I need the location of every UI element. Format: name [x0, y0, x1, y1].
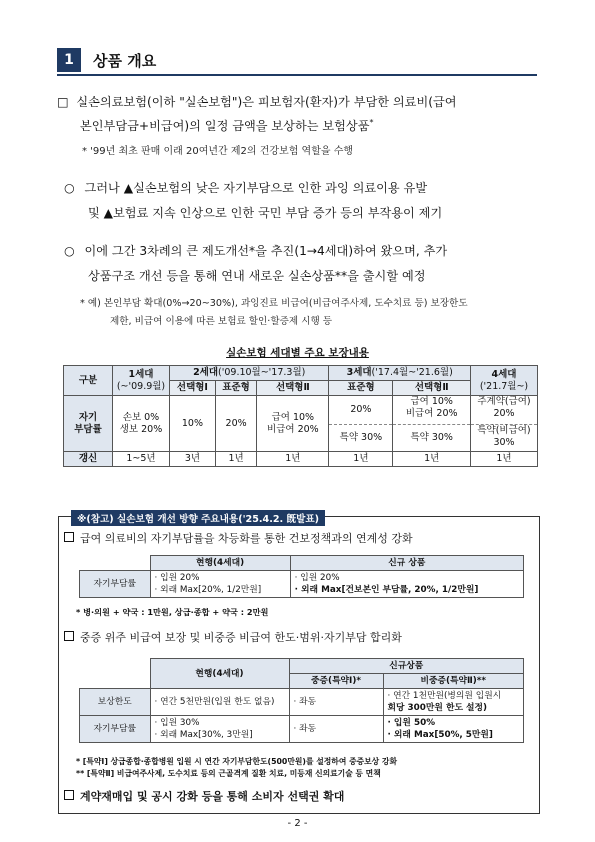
checkbox-square-icon: [64, 532, 74, 542]
reference-box-tag: ※(참고) 실손보험 개선 방향 주요내용('25.4.2. 旣발표): [71, 510, 325, 526]
table1-header-gen3: 3세대('17.4월~'21.6월): [329, 366, 471, 381]
para3-note2: 제한, 비급여 이용에 따른 보험료 할인·할증제 시행 등: [110, 316, 333, 327]
para2-line1: 그러나 ▲실손보험의 낮은 자기부담으로 인한 과잉 의료이용 유발: [84, 181, 428, 195]
table3-note-1: * [특약Ⅰ] 상급종합·종합병원 입원 시 연간 자기부담한도(500만원)를 설정하여 중증보상 강화: [76, 757, 397, 766]
section-number: 1: [57, 48, 81, 72]
box-item-2: [64, 630, 534, 646]
para1-sup: *: [369, 118, 374, 127]
table-cell: 1년: [215, 452, 256, 467]
table-cell: · 좌동: [289, 689, 383, 716]
table-cell: · 입원 30% · 외래 Max[30%, 3만원]: [150, 716, 289, 743]
table-cell: · 연간 1천만원(병의원 입원시 회당 300만원 한도 설정): [383, 689, 524, 716]
table-cell: 손보 0% 생보 20%: [113, 396, 170, 452]
para3-line2: 상품구조 개선 등을 통해 연내 새로운 실손상품**을 출시할 예정: [88, 269, 426, 283]
bullet-circle: ○: [64, 244, 75, 258]
table2-row-label: 자기부담률: [80, 571, 151, 598]
table2-header-new: 신규 상품: [290, 556, 523, 571]
table1-header-gen1: 1세대 (~'09.9월): [113, 366, 170, 396]
table1-header-category: 구분: [64, 366, 113, 396]
section-header: [57, 48, 537, 74]
box-item-1: [64, 531, 534, 547]
table1-sub-header: 선택형Ⅰ: [170, 381, 216, 396]
table3-header-current: 현행(4세대): [150, 659, 289, 689]
table-cell: · 좌동: [289, 716, 383, 743]
page-number: - 2 -: [287, 818, 308, 829]
table1-header-gen4: 4세대 ('21.7월~): [471, 366, 538, 396]
table3-header-severe: 중증(특약Ⅰ)*: [289, 674, 383, 689]
section-rule: [57, 74, 537, 76]
paragraph-2: [64, 178, 544, 198]
table1-caption: 실손보험 세대별 주요 보장내용: [226, 347, 369, 359]
table-cell: 10%: [170, 396, 216, 452]
para3-line1: 이에 그간 3차례의 큰 제도개선*을 추진(1→4세대)하여 왔으며, 추가: [84, 244, 448, 258]
paragraph-1: [57, 92, 547, 112]
table-cell: 1년: [393, 452, 471, 467]
coverage-table: [79, 658, 524, 743]
box-item-3-text: 계약재매입 및 공시 강화 등을 통해 소비자 선택권 확대: [80, 790, 345, 803]
table1-row-label: 자기 부담률: [64, 396, 113, 452]
table1-sub-header: 표준형: [329, 381, 393, 396]
table3-header-new: 신규상품: [289, 659, 524, 674]
table-cell: 20%: [215, 396, 256, 452]
table1-sub-header: 선택형Ⅱ: [257, 381, 329, 396]
table1-row-label: 갱신: [64, 452, 113, 467]
generation-table: [63, 365, 538, 467]
table3-row-label: 보상한도: [80, 689, 151, 716]
checkbox-square-icon: [64, 790, 74, 800]
table-corner: [80, 659, 151, 689]
checkbox-square-icon: [64, 631, 74, 641]
table-cell: 급여 10% 비급여 20% 특약 30%: [393, 396, 471, 452]
table1-sub-header: 표준형: [215, 381, 256, 396]
table-cell: 3년: [170, 452, 216, 467]
table-corner: [80, 556, 151, 571]
table-cell: 1~5년: [113, 452, 170, 467]
table3-row-label: 자기부담률: [80, 716, 151, 743]
table-cell: 20% 특약 30%: [329, 396, 393, 452]
paragraph-3: [64, 241, 544, 261]
table-cell: · 입원 50% · 외래 Max[50%, 5만원]: [383, 716, 524, 743]
section-title: 상품 개요: [93, 52, 157, 70]
table-cell: · 연간 5천만원(입원 한도 없음): [150, 689, 289, 716]
table-cell: · 입원 20% · 외래 Max[20%, 1/2만원]: [150, 571, 290, 598]
table3-note-2: ** [특약Ⅱ] 비급여주사제, 도수치료 등의 근골격계 질환 치료, 미등재 신의료기술 등 면책: [76, 769, 381, 778]
para1-line1: 실손의료보험(이하 "실손보험")은 피보험자(환자)가 부담한 의료비(급여: [76, 95, 457, 109]
table-cell: 급여 10% 비급여 20%: [257, 396, 329, 452]
bullet-circle: ○: [64, 181, 75, 195]
para1-note: * '99년 최초 판매 이래 20여년간 제2의 건강보험 역할을 수행: [82, 146, 354, 157]
para2-line2: 및 ▲보험료 지속 인상으로 인한 국민 부담 증가 등의 부작용이 제기: [88, 206, 443, 220]
table-cell: 1년: [329, 452, 393, 467]
box-item-1-text: 급여 의료비의 자기부담률을 차등화를 통한 건보정책과의 연계성 강화: [80, 532, 413, 545]
table-cell: · 입원 20% · 외래 Max[건보본인 부담률, 20%, 1/2만원]: [290, 571, 523, 598]
table-cell: 1년: [471, 452, 538, 467]
para3-note1: * 예) 본인부담 확대(0%→20~30%), 과잉진료 비급여(비급여주사제, 도수치료 등) 보장한도: [80, 298, 468, 309]
table1-sub-header: 선택형Ⅱ: [393, 381, 471, 396]
table-cell: 주계약(급여) 20% 특약(비급여) 30%: [471, 396, 538, 452]
table1-header-gen2: 2세대('09.10월~'17.3월): [170, 366, 329, 381]
paragraph-1-cont: [80, 113, 540, 136]
table2-note: * 병·의원 + 약국 : 1만원, 상급·종합 + 약국 : 2만원: [76, 607, 269, 617]
box-item-3: [64, 789, 534, 805]
para1-line2: 본인부담금+비급여)의 일정 금액을 보상하는 보험상품: [80, 119, 370, 134]
copay-table: [79, 555, 524, 598]
table-cell: 1년: [257, 452, 329, 467]
table3-header-nonsevere: 비중증(특약Ⅱ)**: [383, 674, 524, 689]
box-item-2-text: 중증 위주 비급여 보장 및 비중증 비급여 한도·범위·자기부담 합리화: [80, 631, 402, 644]
table2-header-current: 현행(4세대): [150, 556, 290, 571]
bullet-square: □: [57, 95, 69, 109]
